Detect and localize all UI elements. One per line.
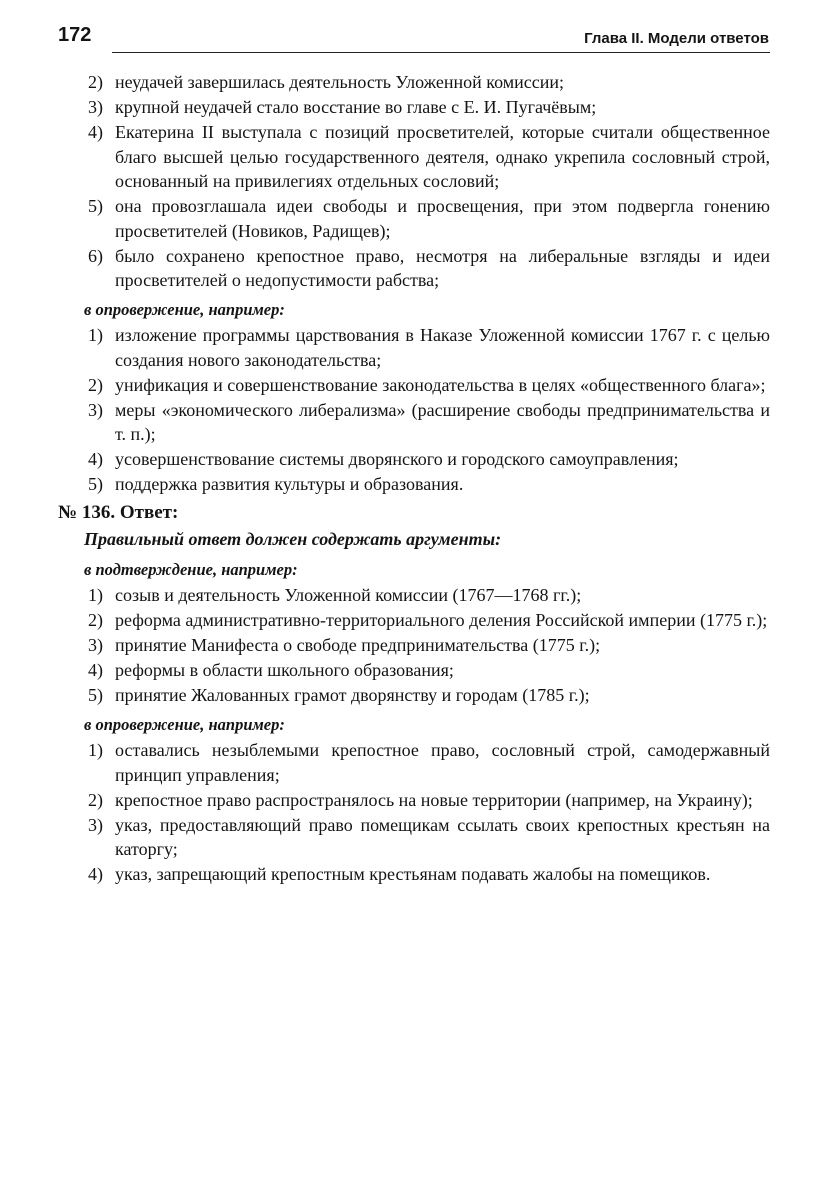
question-heading: № 136. Ответ: <box>58 501 179 523</box>
item-text: неудачей завершилась деятельность Уложенной комиссии; <box>115 72 564 92</box>
confirm-label: в подтверждение, например: <box>84 559 298 579</box>
item-number: 1) <box>88 585 103 605</box>
item-text: созыв и деятельность Уложенной комиссии (1767—1768 гг.); <box>115 585 582 605</box>
item-text: унификация и совершенствование законодательства в целях «общественного блага»; <box>115 374 766 395</box>
item-text: меры «экономического либерализма» (расширение свободы предпринимательства и т. п.); <box>115 399 770 444</box>
list-item <box>84 608 770 633</box>
header-rule <box>112 52 770 53</box>
item-number: 2) <box>88 610 103 630</box>
list-item <box>84 862 770 887</box>
chapter-title: Глава II. Модели ответов <box>584 30 769 47</box>
list-item <box>84 583 770 608</box>
item-text: усовершенствование системы дворянского и городского самоуправления; <box>115 449 679 469</box>
item-text: реформы в области школьного образования; <box>115 660 454 680</box>
item-text: реформа административно-территориального деления Российской империи (1775 г.); <box>115 610 768 630</box>
list-item <box>84 398 770 447</box>
item-number: 5) <box>88 685 103 705</box>
list-item <box>84 120 770 194</box>
item-number: 3) <box>88 814 103 835</box>
list-item <box>84 813 770 862</box>
item-number: 2) <box>88 789 103 810</box>
list-item <box>84 447 770 472</box>
item-text: крупной неудачей стало восстание во главе с Е. И. Пугачёвым; <box>115 97 597 117</box>
item-text: оставались незыблемыми крепостное право, сословный строй, самодержавный принцип управления; <box>115 740 770 785</box>
item-number: 1) <box>88 740 103 760</box>
item-text: указ, предоставляющий право помещикам ссылать своих крепостных крестьян на каторгу; <box>115 814 770 859</box>
list-refute-1 <box>84 323 770 497</box>
item-text: указ, запрещающий крепостным крестьянам подавать жалобы на помещиков. <box>115 864 711 884</box>
item-number: 6) <box>88 245 103 266</box>
list-item <box>84 472 770 497</box>
list-item <box>84 70 770 95</box>
item-number: 4) <box>88 660 103 680</box>
item-number: 2) <box>88 374 103 395</box>
item-text: было сохранено крепостное право, несмотря на либеральные взгляды и идеи просветителей о недопустимости рабства; <box>115 245 770 290</box>
list-item <box>84 95 770 120</box>
item-number: 1) <box>88 325 103 345</box>
item-number: 2) <box>88 72 103 92</box>
page-body <box>58 70 770 887</box>
list-item <box>84 244 770 293</box>
list-top <box>84 70 770 293</box>
item-number: 5) <box>88 474 103 494</box>
item-text: она провозглашала идеи свободы и просвещения, при этом подвергла гонению просветителей (Новиков, Радищев); <box>115 196 770 241</box>
list-item <box>84 323 770 372</box>
item-text: крепостное право распространялось на новые территории (например, на Украину); <box>115 789 753 810</box>
correct-answer-label: Правильный ответ должен содержать аргументы: <box>84 529 502 549</box>
refute-label-1: в опровержение, например: <box>84 299 285 319</box>
item-text: изложение программы царствования в Наказе Уложенной комиссии 1767 г. с целью создания нового законодательства; <box>115 325 770 370</box>
item-number: 3) <box>88 399 103 420</box>
list-refute-2 <box>84 738 770 887</box>
list-item <box>84 633 770 658</box>
refute-label-2: в опровержение, например: <box>84 714 285 734</box>
item-number: 3) <box>88 97 103 117</box>
item-text: принятие Жалованных грамот дворянству и городам (1785 г.); <box>115 685 590 705</box>
list-item <box>84 658 770 683</box>
item-text: принятие Манифеста о свободе предпринимательства (1775 г.); <box>115 635 601 655</box>
item-text: поддержка развития культуры и образования. <box>115 474 464 494</box>
list-item <box>84 738 770 787</box>
list-item <box>84 373 770 398</box>
item-number: 4) <box>88 864 103 884</box>
list-item <box>84 788 770 813</box>
page-number: 172 <box>58 24 92 46</box>
list-item <box>84 194 770 243</box>
item-number: 3) <box>88 635 103 655</box>
list-item <box>84 683 770 708</box>
item-number: 5) <box>88 196 103 216</box>
item-number: 4) <box>88 122 103 142</box>
item-text: Екатерина II выступала с позиций просветителей, которые считали общественное благо высшей целью государственного деятеля, однако укрепила сословный строй, основанный на привилегиях отдельных сословий; <box>115 122 770 191</box>
item-number: 4) <box>88 449 103 469</box>
list-confirm <box>84 583 770 708</box>
